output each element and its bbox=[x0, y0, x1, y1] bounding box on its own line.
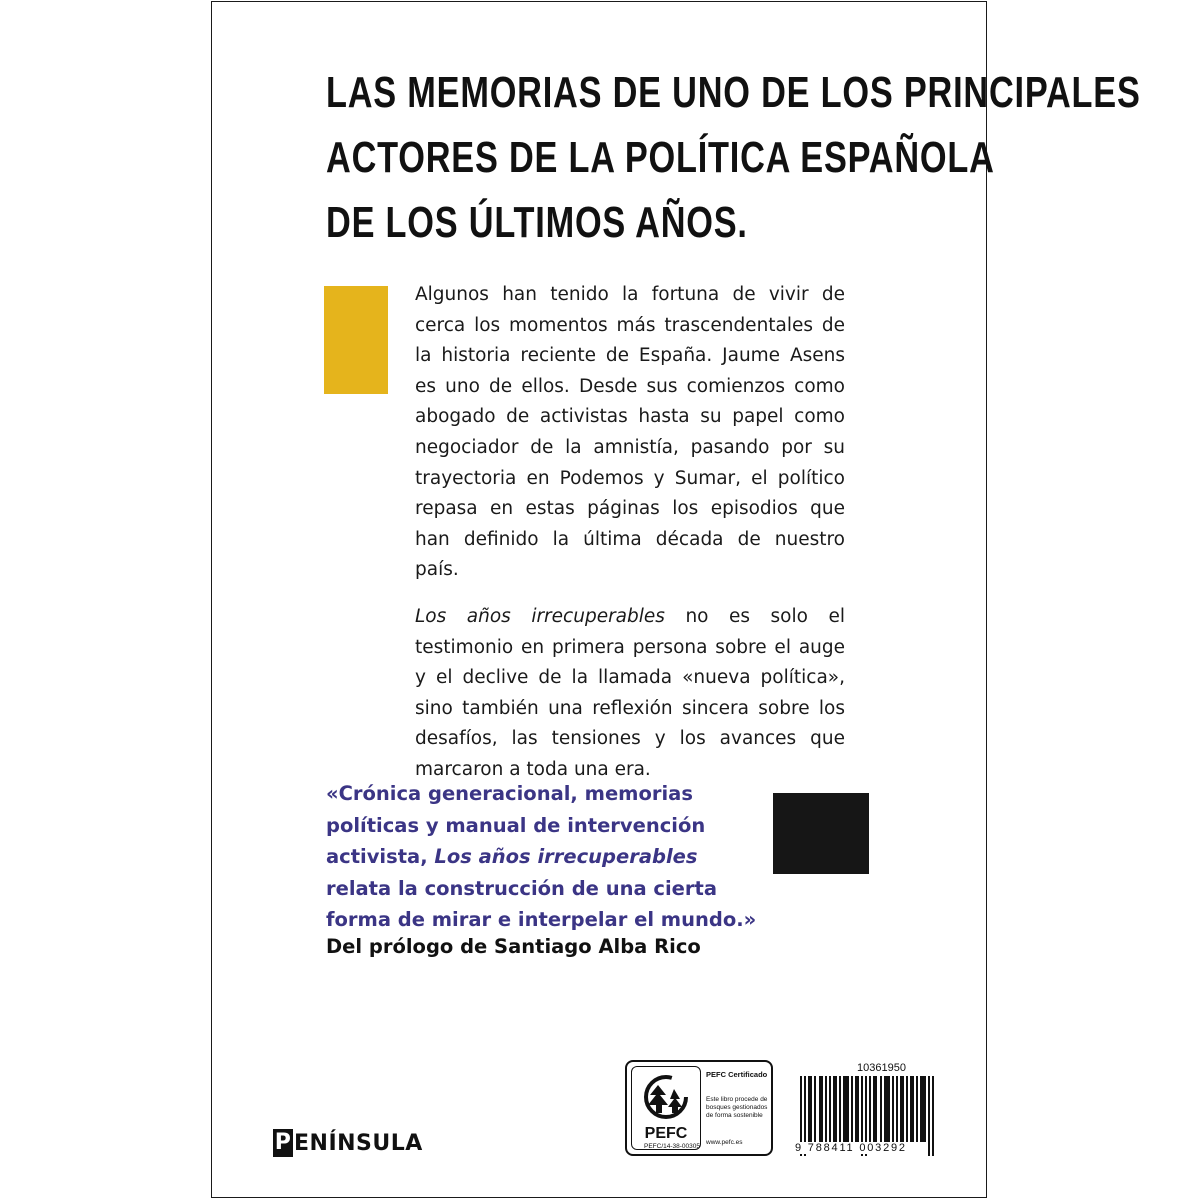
book-title: Los años irrecuperables bbox=[415, 605, 665, 627]
quote-attribution: Del prólogo de Santiago Alba Rico bbox=[326, 935, 701, 958]
headline-line-3: DE LOS ÚLTIMOS AÑOS. bbox=[326, 198, 748, 247]
pefc-certification bbox=[625, 1060, 773, 1156]
headline-line-1: LAS MEMORIAS DE UNO DE LOS PRINCIPALES bbox=[326, 68, 1141, 117]
synopsis bbox=[415, 280, 845, 802]
synopsis-paragraph-1: Algunos han tenido la fortuna de vivir de cerca los momentos más trascendentales de la historia reciente de España. Jaume Asens es uno de ellos. Desde sus comienzos como abogado de activistas hasta su papel como negociador de la amnistía, pasando por su trayectoria en Podemos y Sumar, el político repasa en estas páginas los episodios que han definido la última década de nuestro país. bbox=[415, 284, 845, 581]
black-accent-block bbox=[773, 793, 869, 874]
headline-line-2: ACTORES DE LA POLÍTICA ESPAÑOLA bbox=[326, 133, 995, 182]
publisher-logo-text: ENÍNSULA bbox=[294, 1130, 423, 1156]
publisher-logo-initial: P bbox=[274, 1130, 292, 1155]
yellow-accent-block bbox=[324, 286, 388, 394]
pefc-logo bbox=[631, 1066, 701, 1150]
quote-part-1: «Crónica generacional, memorias políticas y manual de intervención activista, bbox=[326, 782, 706, 868]
pefc-certified-label: PEFC Certificado bbox=[706, 1070, 768, 1079]
publisher-logo bbox=[273, 1128, 423, 1158]
pefc-url: www.pefc.es bbox=[706, 1139, 743, 1146]
synopsis-paragraph-2-text: no es solo el testimonio en primera persona sobre el auge y el declive de la llamada «nueva política», sino también una reflexión sincera sobre los desafíos, las tensiones y los avances que marcaron a toda una era. bbox=[415, 605, 845, 780]
pefc-tree-icon bbox=[638, 1073, 694, 1121]
pefc-word: PEFC bbox=[644, 1125, 688, 1142]
isbn-digits: 9 788411 003292 bbox=[795, 1142, 907, 1154]
blurb-quote bbox=[326, 778, 766, 936]
headline bbox=[326, 60, 1141, 255]
pefc-code: PEFC/14-38-00305 bbox=[644, 1143, 701, 1150]
synopsis-paragraph-2 bbox=[415, 602, 845, 786]
quote-part-2: relata la construcción de una cierta forma de mirar e interpelar el mundo.» bbox=[326, 876, 757, 931]
quote-book-title: Los años irrecuperables bbox=[434, 845, 698, 868]
product-code: 10361950 bbox=[857, 1062, 906, 1074]
pefc-description: Este libro procede de bosques gestionados de forma sostenible bbox=[706, 1096, 768, 1119]
